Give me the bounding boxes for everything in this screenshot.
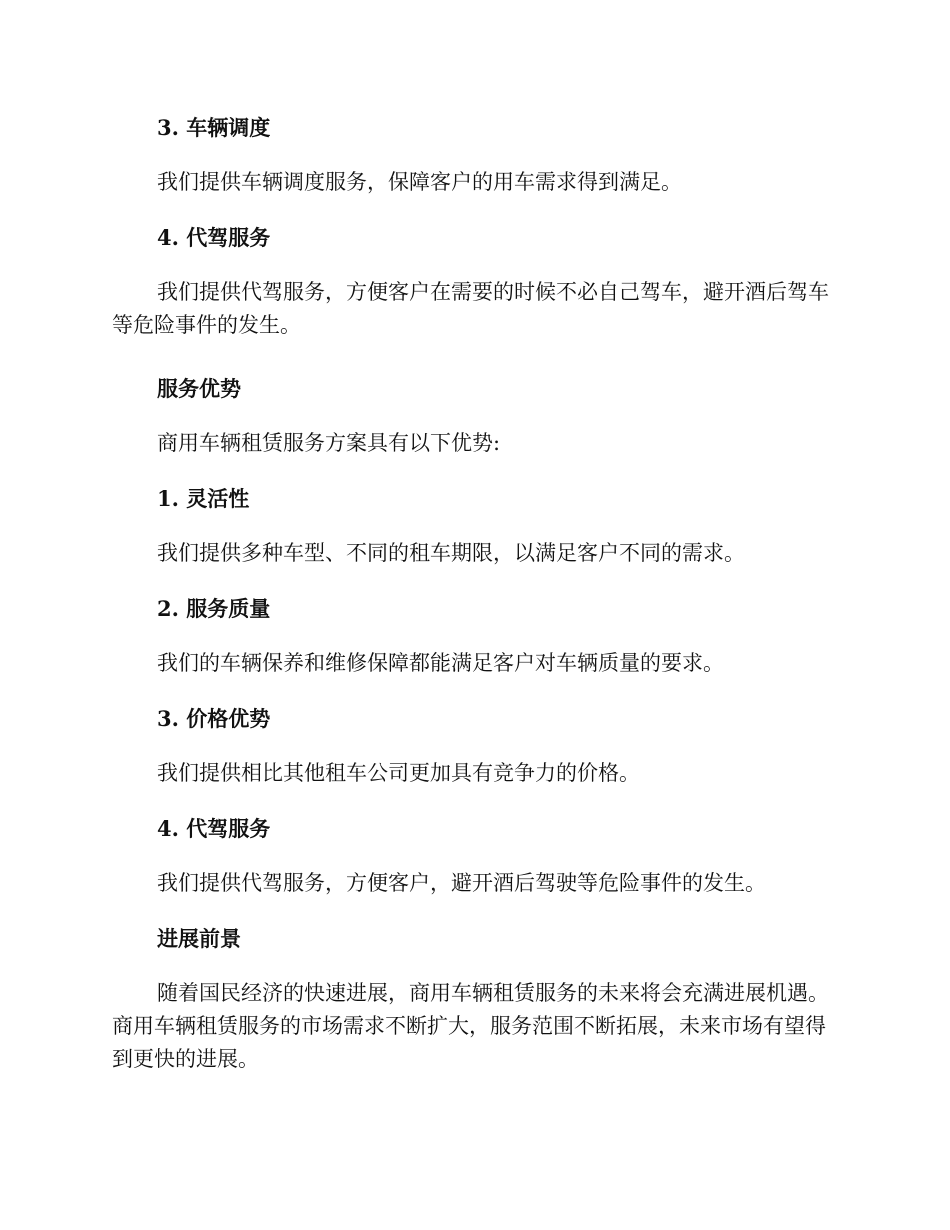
paragraph-service-quality: 我们的车辆保养和维修保障都能满足客户对车辆质量的要求。	[157, 651, 724, 675]
paragraph-price-advantage: 我们提供相比其他租车公司更加具有竞争力的价格。	[157, 761, 640, 785]
paragraph-chauffeur-service-2: 我们提供代驾服务，方便客户，避开酒后驾驶等危险事件的发生。	[157, 871, 766, 895]
heading-flexibility: 1. 灵活性	[157, 486, 250, 511]
heading-chauffeur-service-2: 4. 代驾服务	[157, 816, 271, 841]
paragraph-service-advantages: 商用车辆租赁服务方案具有以下优势:	[157, 431, 501, 455]
paragraph-development-outlook: 随着国民经济的快速进展，商用车辆租赁服务的未来将会充满进展机遇。商用车辆租赁服务的市场需求不断扩大，服务范围不断拓展，未来市场有望得到更快的进展。	[112, 981, 829, 1071]
heading-price-advantage: 3. 价格优势	[157, 706, 271, 731]
heading-service-advantages: 服务优势	[157, 376, 241, 401]
paragraph-flexibility: 我们提供多种车型、不同的租车期限，以满足客户不同的需求。	[157, 541, 745, 565]
paragraph-chauffeur-service: 我们提供代驾服务，方便客户在需要的时候不必自己驾车，避开酒后驾车等危险事件的发生。	[112, 280, 829, 337]
heading-service-quality: 2. 服务质量	[157, 596, 271, 621]
paragraph-vehicle-dispatch: 我们提供车辆调度服务，保障客户的用车需求得到满足。	[157, 170, 682, 194]
heading-development-outlook: 进展前景	[157, 926, 241, 951]
heading-chauffeur-service: 4. 代驾服务	[157, 225, 271, 250]
heading-vehicle-dispatch: 3. 车辆调度	[157, 115, 271, 140]
